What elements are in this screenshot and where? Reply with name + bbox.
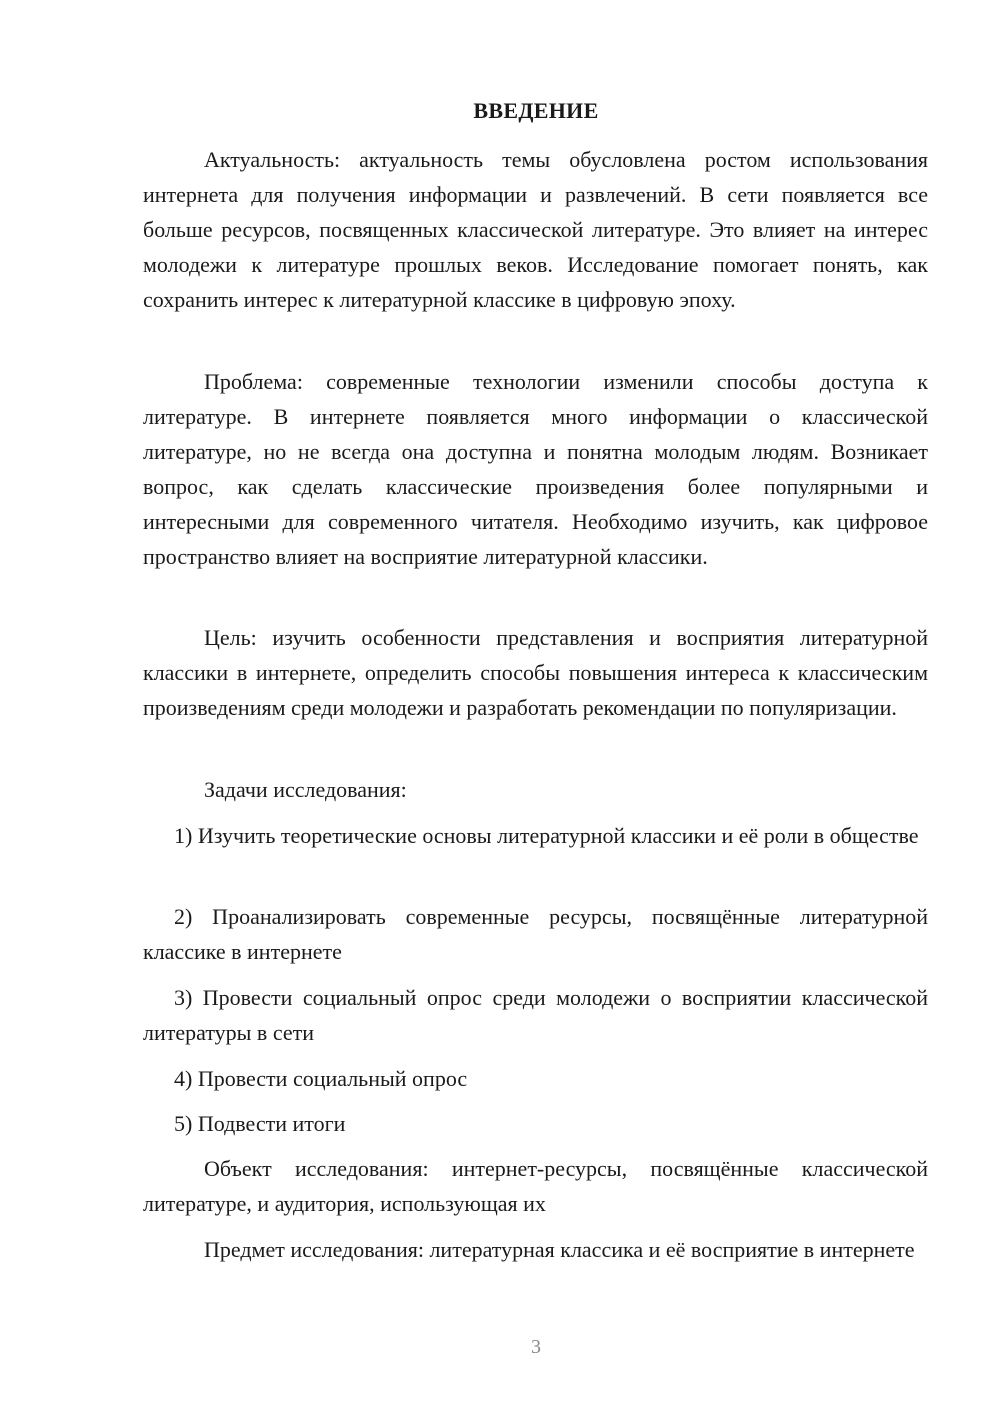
paragraph-tasks-intro: Задачи исследования:: [204, 777, 407, 802]
paragraph-relevance: Актуальность: актуальность темы обусловлена ростом использования интернета для получения информации и развлечений. В сети появляется все больше ресурсов, посвященных классической литературе. Это влияет на интерес молодежи к литературе прошлых веков. Исследование помогает понять, как сохранить интерес к литературной классике в цифровую эпоху.: [143, 147, 928, 312]
task-item-1: 1) Изучить теоретические основы литературной классики и её роли в обществе: [174, 823, 919, 848]
page-number: 3: [531, 1336, 541, 1358]
paragraph-goal: Цель: изучить особенности представления и восприятия литературной классики в интернете, определить способы повышения интереса к классическим произведениям среди молодежи и разработать рекомендации по популяризации.: [143, 625, 928, 720]
paragraph-problem: Проблема: современные технологии изменили способы доступа к литературе. В интернете появляется много информации о классической литературе, но не всегда она доступна и понятна молодым людям. Возникает вопрос, как сделать классические произведения более популярными и интересными для современного читателя. Необходимо изучить, как цифровое пространство влияет на восприятие литературной классики.: [143, 369, 928, 569]
task-item-5: 5) Подвести итоги: [174, 1111, 346, 1136]
section-heading: ВВЕДЕНИЕ: [473, 98, 599, 123]
task-item-3: 3) Провести социальный опрос среди молодежи о восприятии классической литературы в сети: [143, 985, 928, 1045]
paragraph-subject: Предмет исследования: литературная классика и её восприятие в интернете: [204, 1237, 915, 1262]
task-item-4: 4) Провести социальный опрос: [174, 1066, 468, 1091]
paragraph-object: Объект исследования: интернет-ресурсы, посвящённые классической литературе, и аудитория, использующая их: [143, 1156, 928, 1216]
task-item-2: 2) Проанализировать современные ресурсы, посвящённые литературной классике в интернете: [143, 904, 928, 964]
